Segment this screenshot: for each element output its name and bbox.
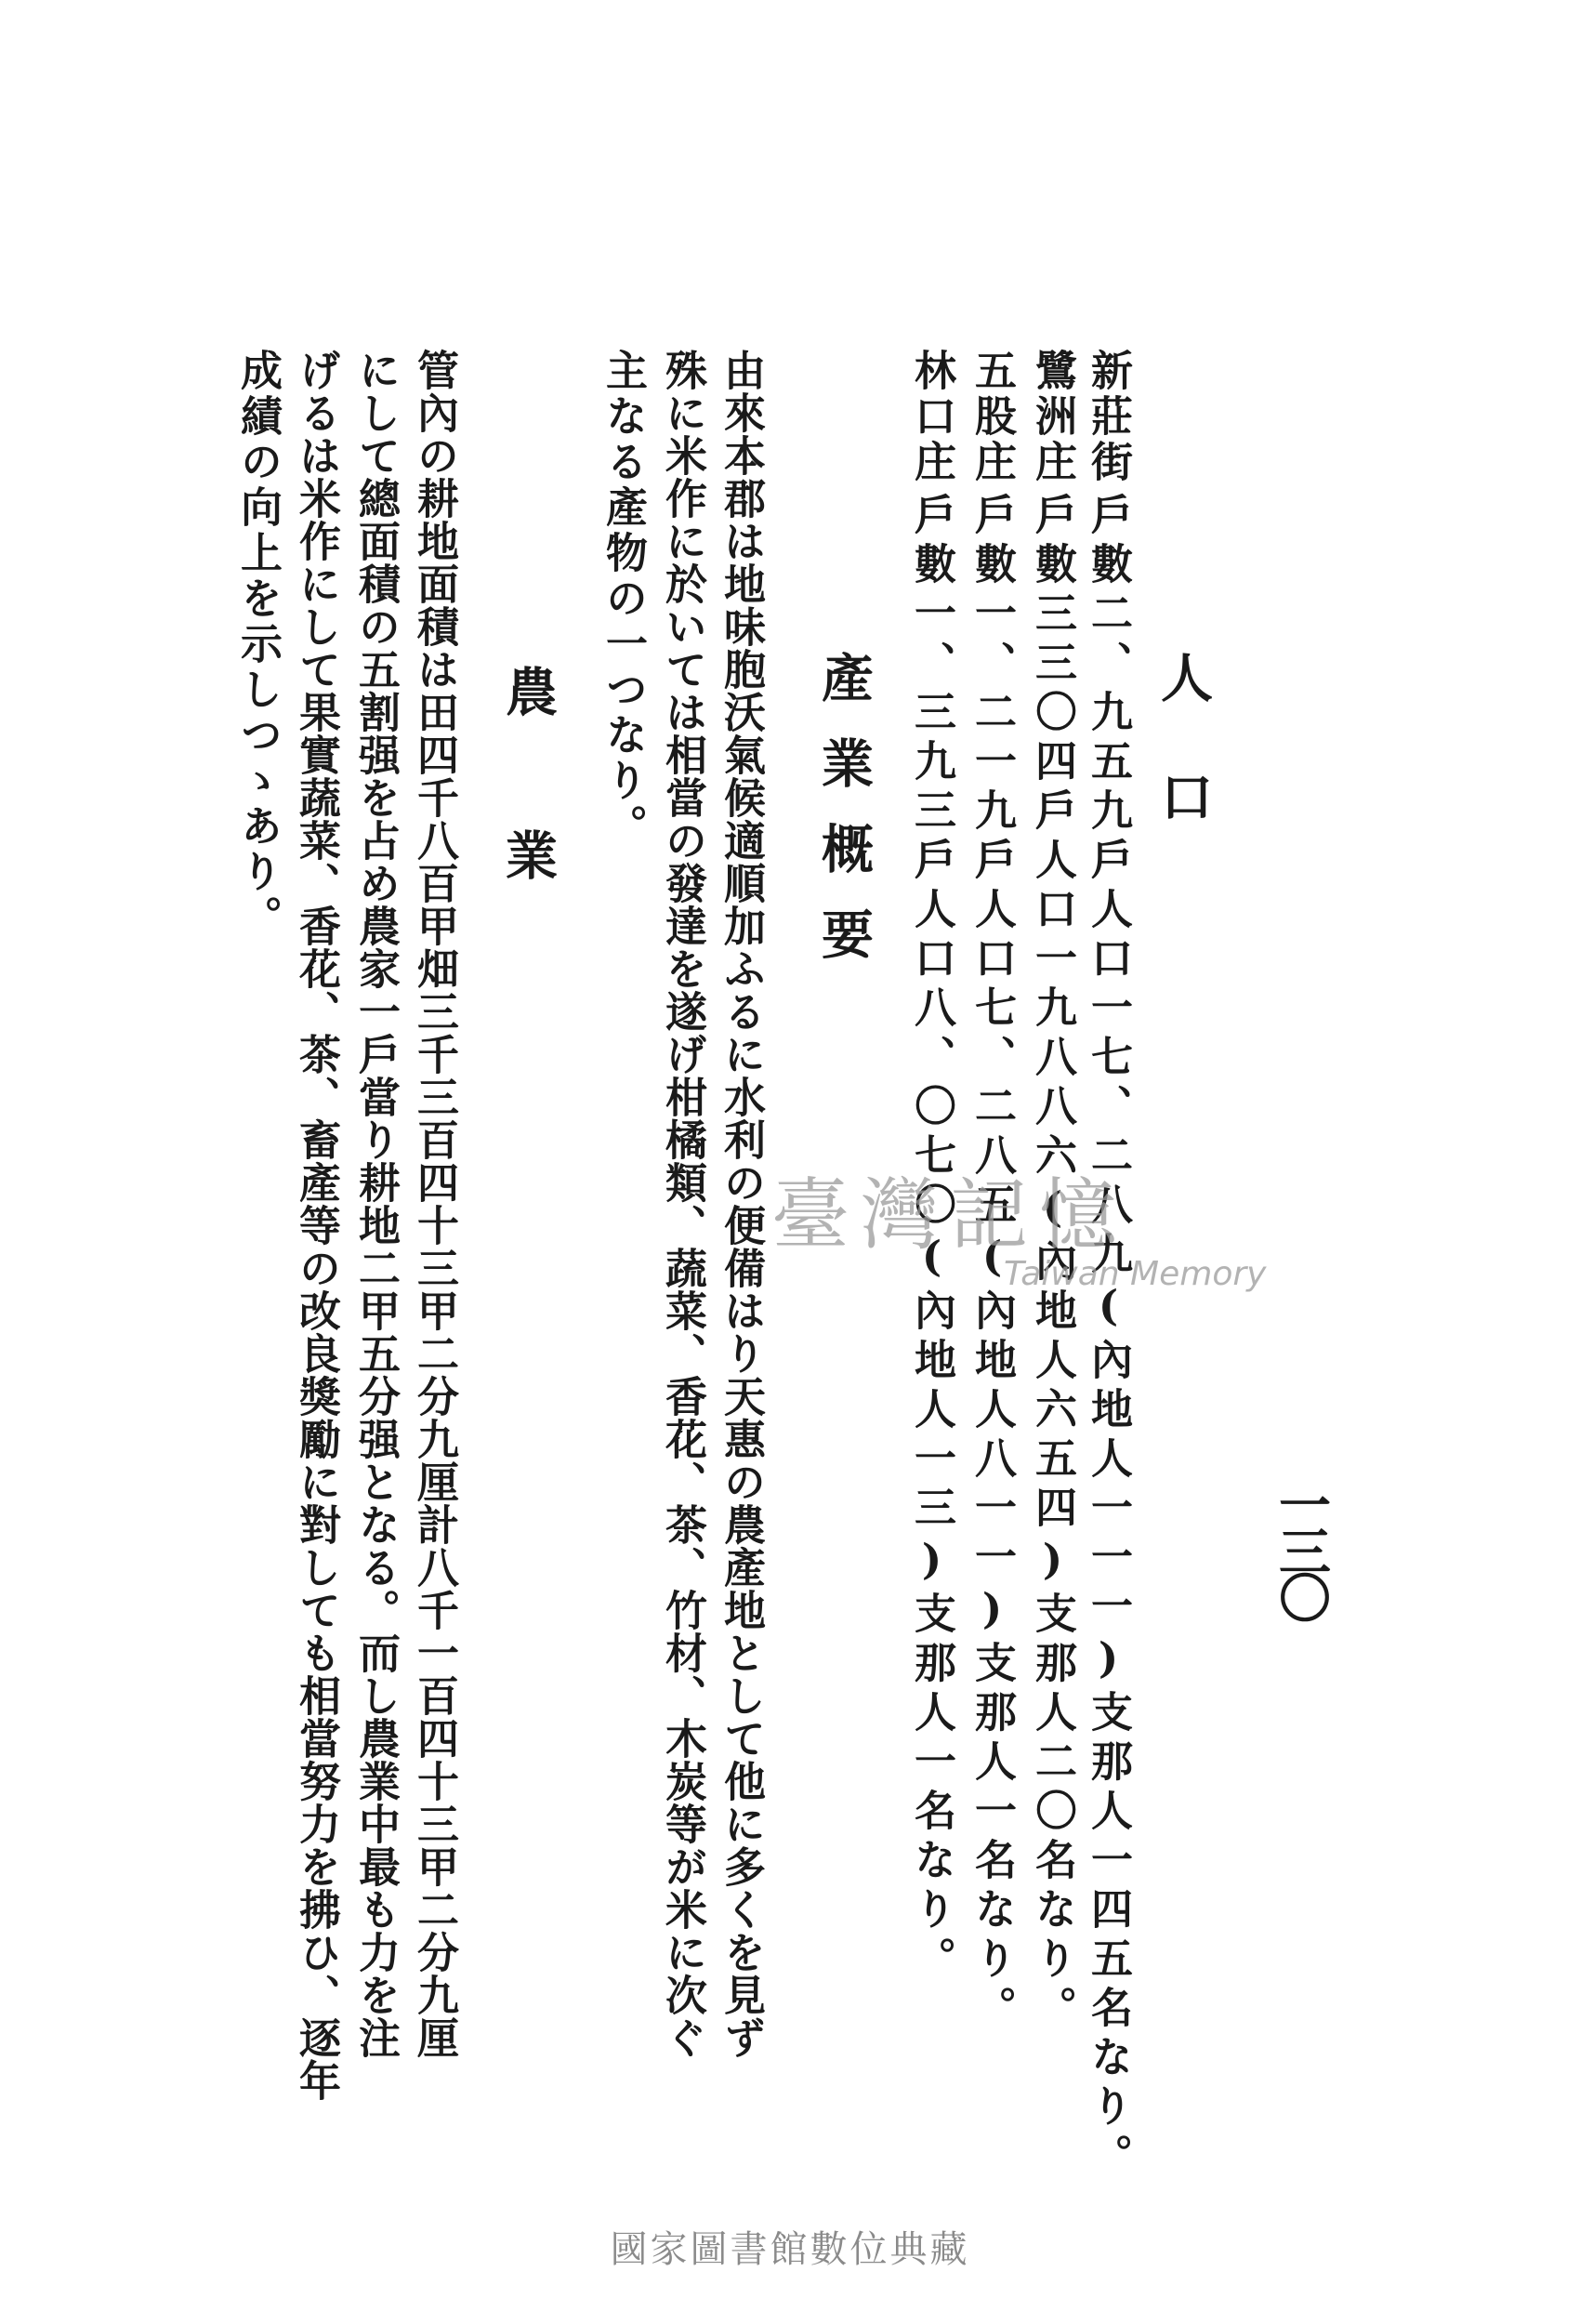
industry-line-3: 主なる產物の一つなり。 (599, 349, 648, 850)
watermark-title: 臺灣記憶 (771, 1169, 1129, 1261)
watermark-subtitle: Taiwan Memory (1004, 1255, 1267, 1293)
agriculture-line-3: げるは米作にして果實蔬菜、香花、茶、畜產等の改良獎勵に對しても相當努力を拂ひ、逐年 (292, 349, 341, 2102)
agriculture-line-4: 成績の向上を示しつゝあり。 (233, 349, 283, 941)
population-place-shinsho: 新莊街 (1084, 349, 1133, 485)
agriculture-line-1: 管內の耕地面積は田四千八百甲畑三千三百四十三甲二分九厘計八千一百四十三甲二分九厘 (410, 349, 459, 2059)
population-place-goko: 五股庄 (968, 349, 1017, 485)
population-place-roshu: 鷺洲庄 (1028, 349, 1077, 485)
population-value-roshu: 戶數三三〇四戶人口一九八八六(內地人六五四)支那人二〇名なり。 (1028, 493, 1077, 2035)
agriculture-line-2: にして總面積の五割强を占め農家一戶當り耕地二甲五分强となる。而し農業中最も力を注 (351, 349, 401, 2059)
industry-heading: 產業概要 (813, 651, 875, 993)
footer-credit: 國家圖書館數位典藏 (610, 2228, 970, 2271)
population-place-rinko: 林口庄 (907, 349, 956, 485)
industry-line-2: 殊に米作に於いては相當の發達を遂げ柑橘類、蔬菜、香花、茶、竹材、木炭等が米に次ぐ (658, 349, 707, 2059)
agriculture-heading: 農業 (497, 665, 559, 992)
industry-line-1: 由來本郡は地味胞沃氣候適順加ふるに水利の便備はり天惠の農產地として他に多くを見ず (717, 349, 766, 2059)
watermark (771, 1153, 1273, 1311)
population-heading: 人口 (1152, 651, 1214, 889)
population-value-shinsho: 戶數二、九五九戶人口一七、二八九(內地人一一一)支那人一四五名なり。 (1084, 493, 1133, 2183)
population-value-rinko: 戶數一、三九三戶人口八、〇七〇(內地人一三)支那人一名なり。 (907, 493, 956, 1986)
page-number: 一三〇 (1271, 1478, 1332, 1618)
population-value-goko: 戶數一、二一九戶人口七、二八五(內地人八一一)支那人一名なり。 (968, 493, 1017, 2035)
